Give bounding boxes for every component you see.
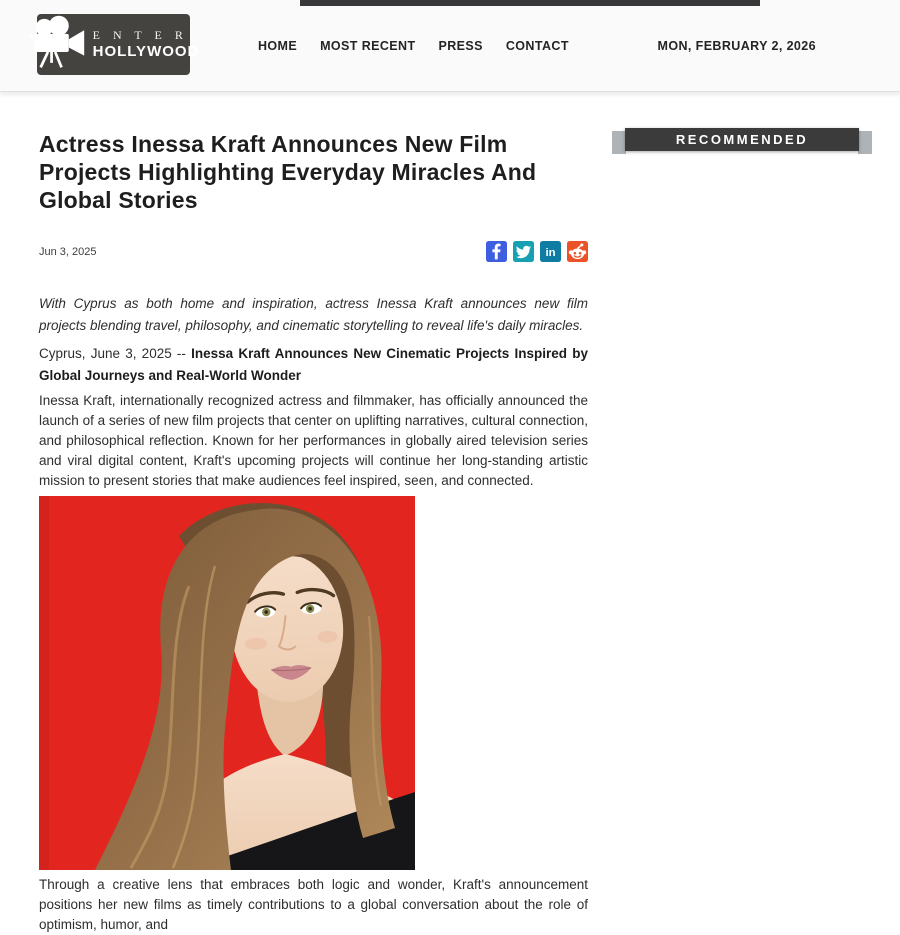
- article-intro: With Cyprus as both home and inspiration, actress Inessa Kraft announces new film projects blending travel, philosophy, and cinematic storytelling to reveal life's daily miracles.: [39, 296, 588, 333]
- article-meta-row: [39, 241, 588, 262]
- movie-camera-icon: [28, 15, 86, 74]
- nav-contact[interactable]: CONTACT: [505, 39, 569, 53]
- logo-line1: E N T E R: [92, 27, 188, 42]
- top-accent-bar: [300, 0, 760, 6]
- logo-text: [93, 29, 200, 60]
- article-title: Actress Inessa Kraft Announces New Film Projects Highlighting Everyday Miracles And Global Stories: [39, 131, 537, 213]
- nav-press[interactable]: PRESS: [438, 39, 483, 53]
- share-buttons: [486, 241, 588, 262]
- article: [39, 92, 588, 935]
- publish-date: Jun 3, 2025: [39, 245, 97, 258]
- article-image: [39, 496, 415, 870]
- article-subheading: Inessa Kraft Announces New Cinematic Projects Inspired by Global Journeys and Real-World Wonder: [39, 346, 588, 383]
- article-paragraph-2: Through a creative lens that embraces both logic and wonder, Kraft's announcement positions her new films as timely contributions to a global conversation about the role of optimism, humor, and: [39, 877, 588, 932]
- recommended-heading: RECOMMENDED: [625, 128, 859, 151]
- svg-text:in: in: [545, 246, 556, 259]
- header-date: MON, FEBRUARY 2, 2026: [657, 39, 816, 53]
- logo-line2: HOLLYWOOD: [92, 42, 200, 60]
- sidebar: [612, 92, 872, 155]
- site-logo[interactable]: [37, 14, 200, 75]
- dateline: Cyprus, June 3, 2025 --: [39, 346, 192, 361]
- recommended-ribbon: [612, 128, 872, 155]
- main-nav: [258, 0, 569, 92]
- linkedin-share-icon[interactable]: [540, 241, 561, 262]
- site-header: [0, 0, 900, 92]
- article-dateline-paragraph: [39, 343, 588, 386]
- ribbon-end-right: [858, 131, 872, 154]
- nav-most-recent[interactable]: MOST RECENT: [320, 39, 416, 53]
- facebook-share-icon[interactable]: [486, 241, 507, 262]
- article-paragraph-1: Inessa Kraft, internationally recognized actress and filmmaker, has officially announced the launch of a series of new film projects that center on uplifting narratives, cultural connection, and philosophical reflection. Known for her performances in globally aired television series and viral digital content, Kraft's upcoming projects will continue her long-standing artistic mission to present stories that make audiences feel inspired, seen, and connected.: [39, 393, 588, 488]
- ribbon-end-left: [612, 131, 626, 154]
- nav-home[interactable]: HOME: [258, 39, 298, 53]
- reddit-share-icon[interactable]: [567, 241, 588, 262]
- twitter-share-icon[interactable]: [513, 241, 534, 262]
